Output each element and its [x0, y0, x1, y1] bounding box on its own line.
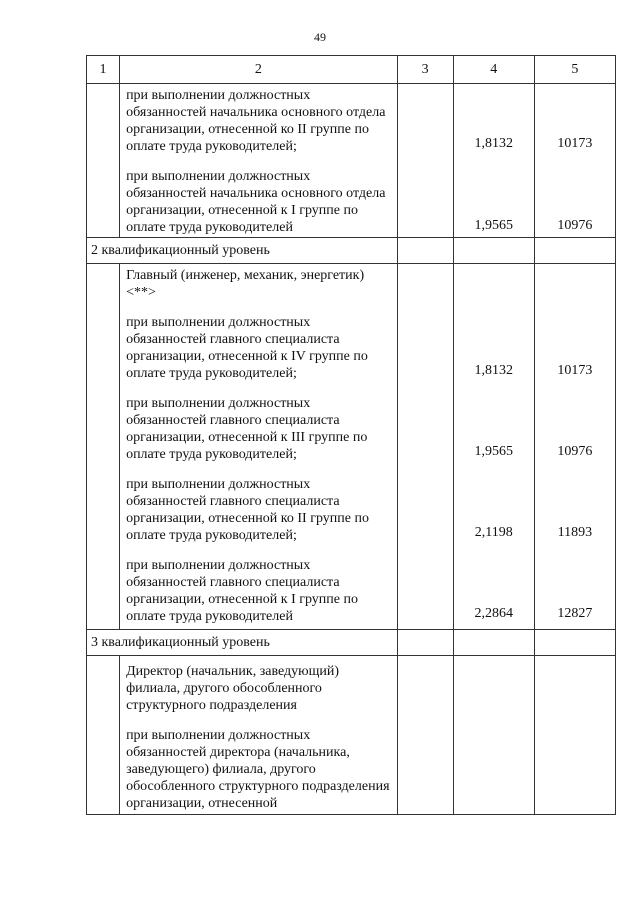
salary-value: 11893	[557, 525, 593, 540]
item-text: при выполнении должностных обязанностей главного специалиста организации, отнесенной ко II группе по оплате труда руководителей;	[126, 477, 369, 543]
salary-cell	[534, 84, 615, 238]
coef-cell	[453, 264, 534, 630]
qualification-level-label: 3 квалификационный уровень	[87, 630, 398, 656]
salary-value: 12827	[557, 606, 593, 621]
item-text: при выполнении должностных обязанностей директора (начальника, заведующего) филиала, другого обособленного структурного подразделения организации, отнесенной	[126, 728, 390, 811]
header-cell: 4	[453, 56, 534, 84]
header-cell: 3	[397, 56, 453, 84]
position-title: Главный (инженер, механик, энергетик) <**>	[126, 268, 365, 300]
item-text: при выполнении должностных обязанностей начальника основного отдела организации, отнесенной ко II группе по оплате труда руководителей;	[126, 88, 386, 154]
coef-value: 1,8132	[474, 363, 513, 378]
salary-cell	[534, 264, 615, 630]
coef-cell	[453, 656, 534, 815]
header-cell: 5	[534, 56, 615, 84]
salary-table	[86, 55, 616, 815]
coef-value: 1,9565	[474, 444, 513, 459]
qualification-level-row	[87, 630, 616, 656]
description-cell	[120, 656, 398, 815]
qualification-level-row	[87, 238, 616, 264]
salary-value: 10976	[557, 218, 593, 233]
item-text: при выполнении должностных обязанностей главного специалиста организации, отнесенной к I группе по оплате труда руководителей	[126, 558, 358, 624]
qualification-level-label: 2 квалификационный уровень	[87, 238, 398, 264]
page-number: 49	[314, 30, 326, 44]
coef-cell	[453, 84, 534, 238]
salary-cell	[534, 656, 615, 815]
coef-value: 1,9565	[474, 218, 513, 233]
description-cell	[120, 264, 398, 630]
salary-value: 10976	[557, 444, 593, 459]
salary-value: 10173	[557, 136, 593, 151]
description-cell	[120, 84, 398, 238]
table-row	[87, 656, 616, 815]
item-text: при выполнении должностных обязанностей начальника основного отдела организации, отнесенной к I группе по оплате труда руководителей	[126, 169, 386, 235]
header-row	[87, 56, 616, 84]
coef-value: 1,8132	[474, 136, 513, 151]
coef-value: 2,1198	[474, 525, 513, 540]
header-cell: 1	[87, 56, 120, 84]
table-row	[87, 84, 616, 238]
item-text: при выполнении должностных обязанностей главного специалиста организации, отнесенной к IV группе по оплате труда руководителей;	[126, 315, 368, 381]
salary-value: 10173	[557, 363, 593, 378]
item-text: при выполнении должностных обязанностей главного специалиста организации, отнесенной к III группе по оплате труда руководителей;	[126, 396, 368, 462]
header-cell: 2	[120, 56, 398, 84]
coef-value: 2,2864	[474, 606, 513, 621]
position-title: Директор (начальник, заведующий) филиала, другого обособленного структурного подразделения	[126, 664, 340, 713]
table-row	[87, 264, 616, 630]
